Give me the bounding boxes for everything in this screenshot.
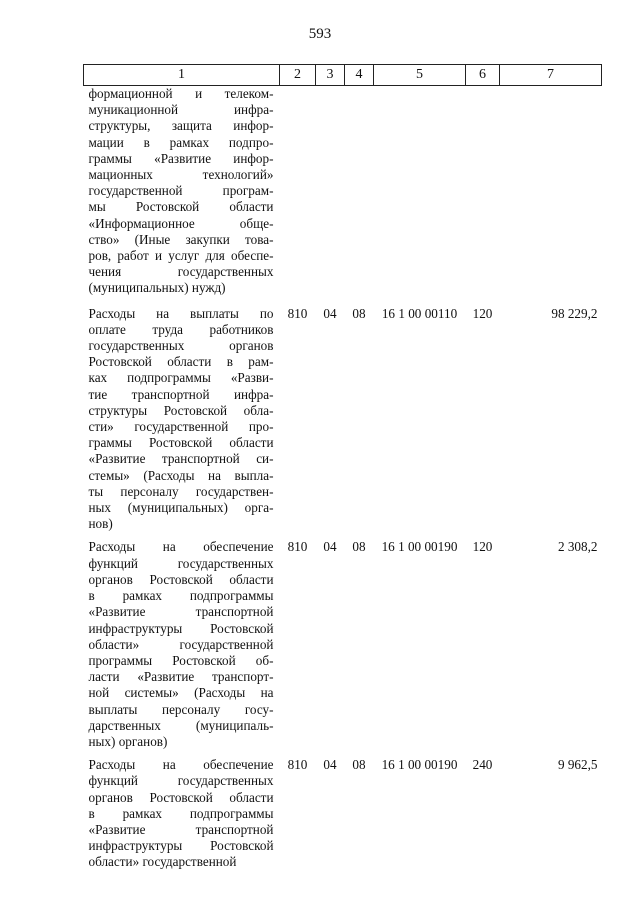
description-line: «Информационное обще- bbox=[88, 215, 274, 231]
description-line: структуры Ростовской обла- bbox=[88, 402, 274, 418]
description-line: граммы «Развитие инфор- bbox=[88, 150, 274, 166]
amount-value: 98 229,2 bbox=[551, 305, 598, 321]
row-description bbox=[84, 305, 280, 539]
description-line: ров, работ и услуг для обеспе- bbox=[88, 248, 274, 264]
description-line: государственной програм- bbox=[88, 183, 274, 199]
expense-type-code bbox=[466, 86, 500, 305]
row-description bbox=[84, 756, 280, 876]
description-line: «Развитие транспортной bbox=[88, 604, 274, 620]
description-line: муникационной инфра- bbox=[88, 102, 274, 118]
description-line: государственных органов bbox=[88, 338, 274, 354]
column-header: 4 bbox=[345, 65, 374, 86]
amount-value: 2 308,2 bbox=[557, 539, 598, 555]
description-line: функций государственных bbox=[88, 773, 274, 789]
description-line: граммы Ростовской области bbox=[88, 435, 274, 451]
description-line: ках подпрограммы «Разви- bbox=[88, 370, 274, 386]
expense-type-code: 120 bbox=[472, 539, 493, 555]
description-line: ство» (Иные закупки това- bbox=[88, 231, 274, 247]
description-line: функций государственных bbox=[88, 555, 274, 571]
admin-code bbox=[280, 86, 316, 305]
row-description bbox=[84, 86, 280, 305]
table-row bbox=[84, 756, 602, 876]
description-line: тие транспортной инфра- bbox=[88, 386, 274, 402]
description-line: формационной и телеком- bbox=[88, 86, 274, 101]
subsection-code: 08 bbox=[352, 539, 366, 555]
table-body bbox=[84, 86, 602, 877]
target-article-code: 16 1 00 00190 bbox=[381, 539, 458, 555]
target-article-code: 16 1 00 00110 bbox=[381, 305, 458, 321]
description-line: органов Ростовской области bbox=[88, 571, 274, 587]
description-line: ласти «Развитие транспорт- bbox=[88, 669, 274, 685]
description-line: ты персоналу государствен- bbox=[88, 483, 274, 499]
column-header: 6 bbox=[466, 65, 500, 86]
description-line: инфраструктуры Ростовской bbox=[88, 620, 274, 636]
description-line: «Развитие транспортной си- bbox=[88, 451, 274, 467]
description-line: области» государственной bbox=[88, 854, 237, 870]
description-line: органов Ростовской области bbox=[88, 789, 274, 805]
description-line: мационных технологий» bbox=[88, 167, 274, 183]
description-line: ной системы» (Расходы на bbox=[88, 685, 274, 701]
page-number: 593 bbox=[308, 26, 332, 42]
description-line: чения государственных bbox=[88, 264, 274, 280]
description-line: Ростовской области в рам- bbox=[88, 354, 274, 370]
column-header: 5 bbox=[374, 65, 466, 86]
column-header: 7 bbox=[500, 65, 602, 86]
admin-code: 810 bbox=[287, 757, 308, 773]
table-header-row bbox=[84, 65, 602, 86]
subsection-code: 08 bbox=[352, 757, 366, 773]
row-description bbox=[84, 538, 280, 756]
column-header: 3 bbox=[316, 65, 345, 86]
column-header: 1 bbox=[84, 65, 280, 86]
description-line: мации в рамках подпро- bbox=[88, 134, 274, 150]
description-line: мы Ростовской области bbox=[88, 199, 274, 215]
description-line: Расходы на выплаты по bbox=[88, 305, 274, 321]
description-line: сти» государственной про- bbox=[88, 419, 274, 435]
table-row bbox=[84, 86, 602, 305]
description-line: Расходы на обеспечение bbox=[88, 539, 274, 555]
column-header: 2 bbox=[280, 65, 316, 86]
amount-value: 9 962,5 bbox=[557, 757, 598, 773]
table-row bbox=[84, 538, 602, 756]
description-line: оплате труда работников bbox=[88, 321, 274, 337]
description-line: области» государственной bbox=[88, 636, 274, 652]
table-row bbox=[84, 305, 602, 539]
description-line: (муниципальных) нужд) bbox=[88, 280, 226, 296]
section-code bbox=[316, 86, 345, 305]
subsection-code: 08 bbox=[352, 305, 366, 321]
description-line: ных) органов) bbox=[88, 733, 168, 749]
section-code: 04 bbox=[323, 539, 337, 555]
section-code: 04 bbox=[323, 305, 337, 321]
admin-code: 810 bbox=[287, 305, 308, 321]
description-line: инфраструктуры Ростовской bbox=[88, 838, 274, 854]
target-article-code bbox=[374, 86, 466, 305]
admin-code: 810 bbox=[287, 539, 308, 555]
description-line: программы Ростовской об- bbox=[88, 652, 274, 668]
description-line: ных (муниципальных) орга- bbox=[88, 500, 274, 516]
description-line: в рамках подпрограммы bbox=[88, 588, 274, 604]
description-line: в рамках подпрограммы bbox=[88, 805, 274, 821]
description-line: нов) bbox=[88, 516, 113, 532]
description-line: дарственных (муниципаль- bbox=[88, 717, 274, 733]
target-article-code: 16 1 00 00190 bbox=[381, 757, 458, 773]
amount-value bbox=[500, 86, 602, 305]
section-code: 04 bbox=[323, 757, 337, 773]
subsection-code bbox=[345, 86, 374, 305]
description-line: Расходы на обеспечение bbox=[88, 757, 274, 773]
description-line: «Развитие транспортной bbox=[88, 821, 274, 837]
expense-type-code: 120 bbox=[472, 305, 493, 321]
description-line: структуры, защита инфор- bbox=[88, 118, 274, 134]
budget-table bbox=[83, 64, 602, 877]
expense-type-code: 240 bbox=[472, 757, 493, 773]
description-line: стемы» (Расходы на выпла- bbox=[88, 467, 274, 483]
description-line: выплаты персоналу госу- bbox=[88, 701, 274, 717]
